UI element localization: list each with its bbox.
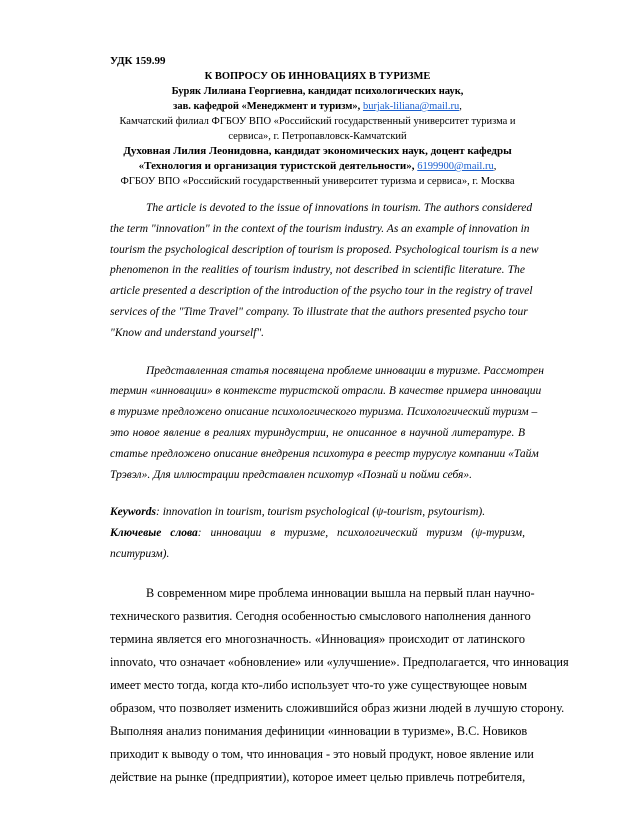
author1-position: зав. кафедрой «Менеджмент и туризм», burjak-liliana@mail.ru, bbox=[173, 101, 462, 112]
text-line: термина является его многозначность. «Инновация» происходит от латинского bbox=[110, 632, 525, 647]
keywords-english bbox=[110, 502, 525, 523]
author2-department: «Технология и организация туристской деятельности», bbox=[138, 160, 418, 172]
author1-affiliation-cont: сервиса», г. Петропавловск-Камчатский bbox=[228, 131, 407, 142]
text-line: "Know and understand yourself". bbox=[110, 326, 265, 339]
keywords-ru-text: : инновации в туризме, психологический туризм (ψ-туризм, bbox=[197, 526, 525, 539]
text-line: это новое явление в реалиях туриндустрии, не описанное в научной литературе. В bbox=[110, 426, 525, 439]
text-line: действие на рынке (предприятии), которое имеет целью привлечь потребителя, bbox=[110, 770, 526, 785]
keywords-russian bbox=[110, 523, 525, 544]
text-line: the term "innovation" in the context of the tourism industry. As an example of innovation in bbox=[110, 222, 530, 235]
text-line: образом, что позволяет изменить сложившийся образ жизни людей в лучшую сторону. bbox=[110, 701, 565, 716]
text-line: в туризме предложено описание психологического туризма. Психологический туризм – bbox=[110, 406, 538, 419]
text-line: термин «инновации» в контексте туристской отрасли. В качестве примера инновации bbox=[110, 385, 542, 398]
text-line: имеет место тогда, когда кто-либо использует что-то уже существующее новым bbox=[110, 678, 528, 693]
text-line: innovato, что означает «обновление» или «улучшение». Предполагается, что инновация bbox=[110, 655, 569, 670]
text-line: The article is devoted to the issue of innovations in tourism. The authors considered bbox=[146, 202, 533, 214]
text-line: технического развития. Сегодня особенностью смыслового наполнения данного bbox=[110, 609, 531, 624]
author1-name: Буряк Лилиана Георгиевна, кандидат психологических наук, bbox=[171, 86, 464, 97]
article-title: К ВОПРОСУ ОБ ИННОВАЦИЯХ В ТУРИЗМЕ bbox=[204, 71, 431, 82]
keywords-block bbox=[110, 502, 525, 564]
text-line: приходит к выводу о том, что инновация - это новый продукт, новое явление или bbox=[110, 747, 534, 762]
document-page bbox=[110, 54, 569, 789]
udk-code: УДК 159.99 bbox=[110, 55, 166, 67]
text-line: Представленная статья посвящена проблеме инновации в туризме. Рассмотрен bbox=[146, 364, 544, 377]
author2-name: Духовная Лилия Леонидовна, кандидат экономических наук, доцент кафедры bbox=[123, 145, 512, 157]
body-paragraph bbox=[110, 582, 569, 789]
abstract-russian bbox=[110, 361, 544, 486]
text-line: tourism the psychological description of tourism is proposed. Psychological tourism is a new bbox=[110, 243, 539, 256]
author1-department: зав. кафедрой «Менеджмент и туризм», bbox=[173, 101, 363, 112]
text-line: services of the "Time Travel" company. To illustrate that the authors presented psycho tour bbox=[110, 305, 528, 318]
keywords-text: : innovation in tourism, tourism psychological (ψ-tourism, psytourism). bbox=[156, 506, 486, 519]
text-line: Выполняя анализ понимания дефиниции «инновации в туризме», В.С. Новиков bbox=[110, 724, 528, 739]
author2-affiliation: ФГБОУ ВПО «Российский государственный университет туризма и сервиса», г. Москва bbox=[120, 176, 515, 187]
text-line: В современном мире проблема инновации вышла на первый план научно- bbox=[146, 586, 535, 601]
text-line: Трэвэл». Для иллюстрации представлен психотур «Познай и пойми себя». bbox=[110, 468, 473, 481]
author2-email-link[interactable]: 6199900@mail.ru bbox=[417, 161, 494, 172]
keywords-russian-cont: пситуризм). bbox=[110, 547, 170, 560]
abstract-english bbox=[110, 198, 539, 344]
text-line: phenomenon in the realities of tourism industry, not described in scientific literature. The bbox=[110, 264, 525, 277]
author1-email-link[interactable]: burjak-liliana@mail.ru bbox=[362, 101, 460, 112]
text-line: статье предложено описание внедрения психотура в реестр туруслуг компании «Тайм bbox=[110, 447, 539, 460]
author2-position: «Технология и организация туристской деятельности», 6199900@mail.ru, bbox=[138, 160, 497, 172]
text-line: article presented a description of the introduction of the psycho tour in the registry of travel bbox=[110, 285, 533, 298]
keywords-ru-label: Ключевые слова bbox=[110, 526, 198, 539]
keywords-label: Keywords bbox=[110, 506, 156, 519]
author1-affiliation: Камчатский филиал ФГБОУ ВПО «Российский государственный университет туризма и bbox=[119, 116, 516, 127]
